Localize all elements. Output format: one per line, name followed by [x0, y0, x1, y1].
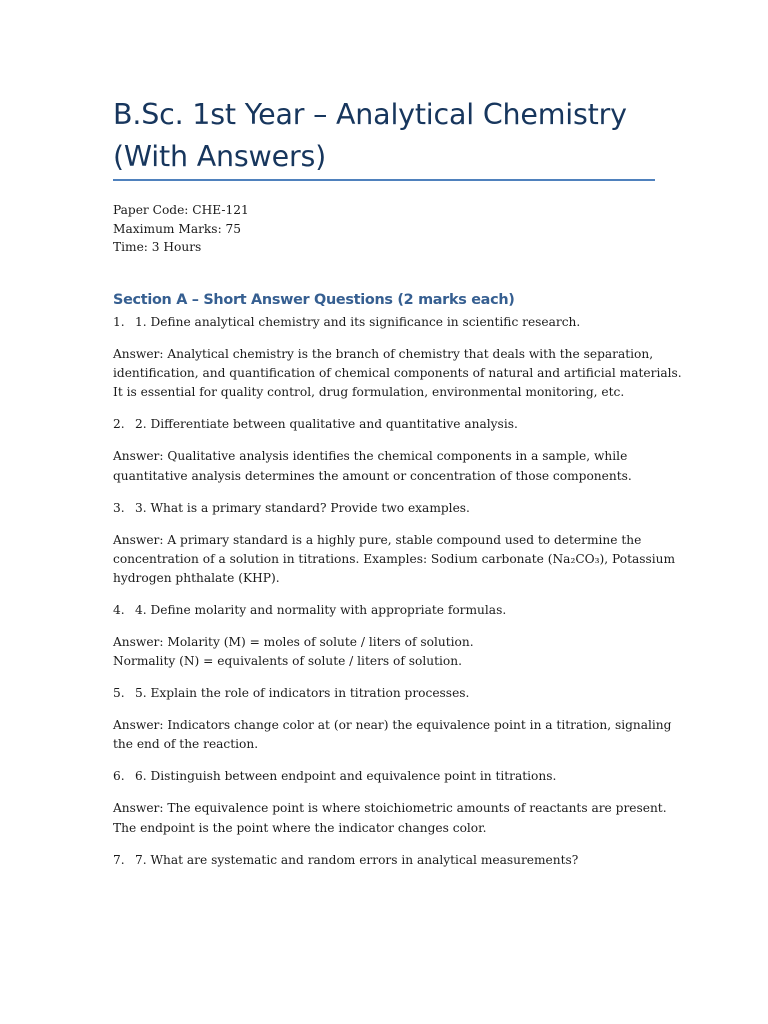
answer-block [113, 345, 682, 403]
answer-text: Answer: Qualitative analysis identifies the chemical components in a sample, while [113, 449, 628, 464]
answer-text: identification, and quantification of chemical components of natural and artificial materials. [113, 366, 682, 381]
answer-text: Answer: Molarity (M) = moles of solute / liters of solution. [113, 635, 474, 650]
question-number: 6. [113, 769, 125, 784]
answer-block [113, 799, 667, 837]
answer-text: The endpoint is the point where the indicator changes color. [113, 820, 487, 835]
question-text: 5. Explain the role of indicators in titration processes. [135, 686, 470, 701]
maximum-marks: Maximum Marks: 75 [113, 221, 242, 236]
answer-block [113, 633, 655, 671]
exam-time: Time: 3 Hours [113, 240, 202, 255]
question-number: 4. [113, 603, 125, 618]
question-item [113, 851, 655, 870]
answer-block [113, 531, 676, 589]
answer-text: quantitative analysis determines the amount or concentration of those components. [113, 468, 632, 483]
answer-text: It is essential for quality control, drug formulation, environmental monitoring, etc. [113, 385, 625, 400]
question-item [113, 601, 655, 620]
answer-block [113, 447, 655, 485]
question-number: 1. [113, 315, 125, 329]
answer-text: Answer: Analytical chemistry is the branch of chemistry that deals with the separation, [113, 347, 654, 361]
answer-text: Normality (N) = equivalents of solute / liters of solution. [113, 654, 462, 669]
question-item [113, 767, 655, 786]
question-item [113, 313, 655, 332]
question-number: 2. [113, 417, 125, 432]
question-text: 7. What are systematic and random errors in analytical measurements? [135, 852, 579, 867]
paper-details [113, 201, 249, 257]
question-item [113, 415, 655, 434]
question-text: 4. Define molarity and normality with appropriate formulas. [135, 603, 507, 618]
document-title: B.Sc. 1st Year – Analytical Chemistry (With Answers) [113, 98, 627, 173]
question-number: 7. [113, 852, 125, 867]
question-text: 2. Differentiate between qualitative and quantitative analysis. [135, 417, 518, 432]
title-divider [113, 179, 655, 181]
answer-text: the end of the reaction. [113, 737, 259, 752]
question-text: 1. Define analytical chemistry and its significance in scientific research. [135, 315, 581, 329]
answer-text: Answer: The equivalence point is where stoichiometric amounts of reactants are present. [113, 801, 667, 816]
question-number: 3. [113, 500, 125, 515]
answer-block [113, 716, 672, 754]
question-item [113, 684, 655, 703]
answer-text: Answer: A primary standard is a highly pure, stable compound used to determine the [113, 532, 642, 547]
question-answer-list [113, 313, 682, 883]
answer-text: Answer: Indicators change color at (or near) the equivalence point in a titration, signaling [113, 718, 672, 733]
question-text: 6. Distinguish between endpoint and equivalence point in titrations. [135, 769, 557, 784]
question-item [113, 499, 655, 518]
paper-code: Paper Code: CHE-121 [113, 203, 249, 217]
question-text: 3. What is a primary standard? Provide two examples. [135, 500, 470, 515]
answer-text: concentration of a solution in titrations. Examples: Sodium carbonate (Na₂CO₃), Potassium [113, 551, 676, 566]
answer-text: hydrogen phthalate (KHP). [113, 571, 280, 586]
section-a-heading: Section A – Short Answer Questions (2 marks each) [113, 292, 515, 308]
question-number: 5. [113, 686, 125, 701]
